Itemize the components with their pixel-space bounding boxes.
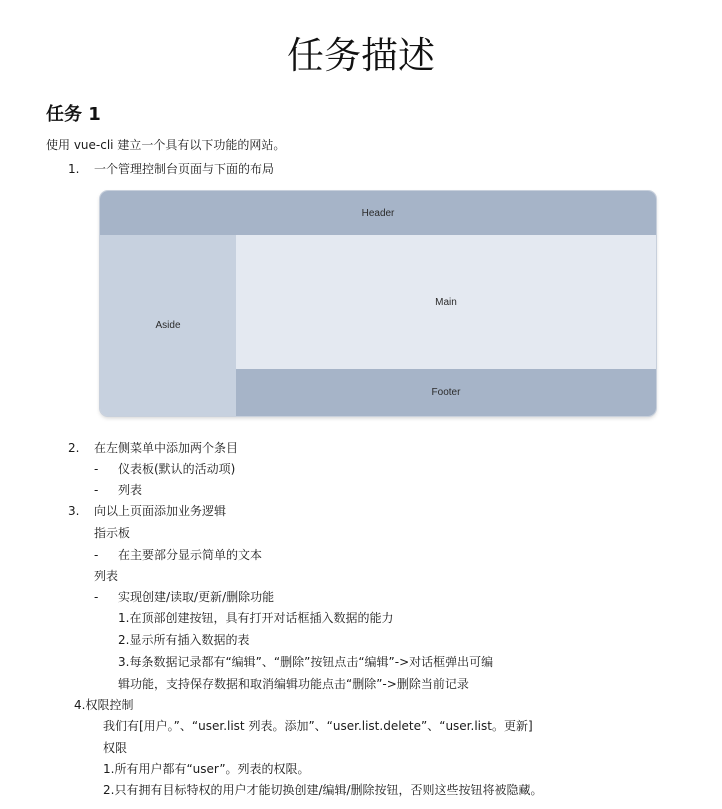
- list-point-1: 1.在顶部创建按钮，具有打开对话框插入数据的能力: [118, 611, 394, 625]
- list-sub-dash: -: [94, 590, 99, 604]
- item2-sub2-dash: -: [94, 483, 99, 497]
- item2-sub1-text: 仪表板(默认的活动项): [118, 462, 236, 476]
- permission-line-3: 1.所有用户都有“user”。列表的权限。: [103, 762, 310, 776]
- permission-line-1: 我们有[用户。”、“user.list 列表。添加”、“user.list.delete”、“user.list。更新]: [103, 719, 533, 733]
- item2-sub1-dash: -: [94, 462, 99, 476]
- item3-text: 向以上页面添加业务逻辑: [94, 504, 227, 518]
- section-heading: 任务 1: [46, 104, 101, 125]
- permission-line-2: 权限: [103, 741, 128, 755]
- layout-header-label: Header: [361, 207, 395, 219]
- layout-diagram: [100, 191, 656, 416]
- document-title: 任务描述: [287, 34, 435, 77]
- dashboard-sub-text: 在主要部分显示简单的文本: [118, 548, 263, 562]
- list-sub-text: 实现创建/读取/更新/删除功能: [118, 590, 275, 604]
- intro-text: 使用 vue-cli 建立一个具有以下功能的网站。: [46, 138, 286, 152]
- layout-footer-label: Footer: [431, 387, 461, 398]
- layout-footer-region: [236, 369, 656, 416]
- layout-main-label: Main: [435, 296, 457, 308]
- layout-aside-region: [100, 235, 236, 416]
- list-point-2: 2.显示所有插入数据的表: [118, 633, 250, 647]
- layout-header-region: [100, 191, 656, 235]
- item1-text: 一个管理控制台页面与下面的布局: [94, 162, 275, 176]
- item2-text: 在左侧菜单中添加两个条目: [94, 441, 239, 455]
- list-point-3-cont: 辑功能，支持保存数据和取消编辑功能点击“删除”->删除当前记录: [118, 677, 469, 691]
- item1-number: 1.: [68, 162, 80, 176]
- item3-number: 3.: [68, 504, 80, 518]
- layout-main-region: [236, 235, 656, 369]
- permission-line-4: 2.只有拥有目标特权的用户才能切换创建/编辑/删除按钮，否则这些按钮将被隐藏。: [103, 783, 543, 797]
- item2-number: 2.: [68, 441, 80, 455]
- list-label: 列表: [94, 569, 119, 583]
- dashboard-sub-dash: -: [94, 548, 99, 562]
- layout-aside-label: Aside: [155, 320, 181, 331]
- dashboard-label: 指示板: [94, 526, 131, 540]
- item2-sub2-text: 列表: [118, 483, 143, 497]
- item4-heading: 4.权限控制: [74, 698, 134, 712]
- list-point-3: 3.每条数据记录都有“编辑”、“删除”按钮点击“编辑”->对话框弹出可编: [118, 655, 494, 669]
